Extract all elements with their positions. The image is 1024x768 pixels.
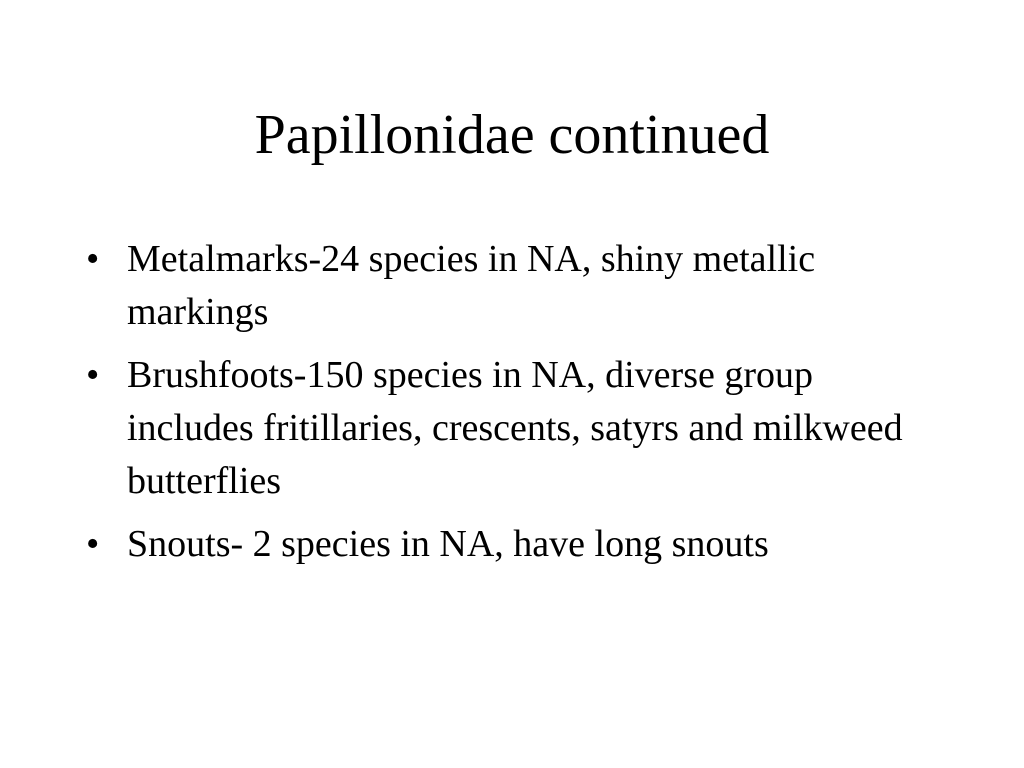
slide-title: Papillonidae continued [254, 104, 770, 166]
bullet-text: Brushfoots-150 species in NA, diverse group includes fritillaries, crescents, satyrs and milkweed butterflies [127, 354, 903, 502]
bullet-item-brushfoots [86, 349, 926, 508]
bullet-marker: • [86, 354, 100, 396]
bullet-marker: • [86, 523, 100, 565]
bullet-item-snouts [86, 518, 926, 571]
bullet-marker: • [86, 238, 100, 280]
bullet-text: Metalmarks-24 species in NA, shiny metallic markings [127, 238, 816, 333]
bullet-text: Snouts- 2 species in NA, have long snouts [127, 523, 769, 565]
bullet-item-metalmarks [86, 233, 926, 339]
bullet-list [86, 233, 926, 581]
